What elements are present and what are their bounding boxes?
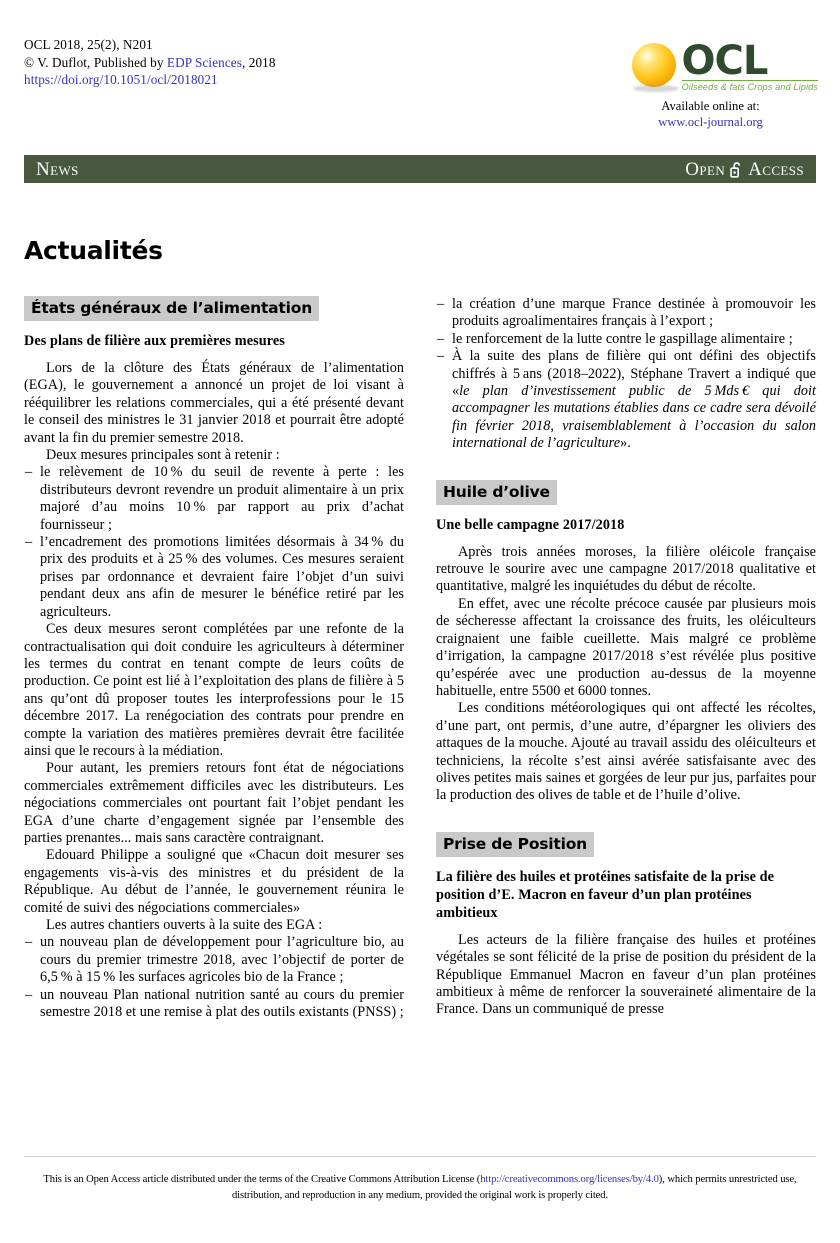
page-title: Actualités [24,236,163,265]
publisher-link[interactable]: EDP Sciences [166,54,242,70]
copyright-line [24,54,276,72]
section-heading-prise-de-position: Prise de Position [436,832,594,857]
available-online-label: Available online at: [661,99,760,113]
paragraph: En effet, avec une récolte précoce causée par plusieurs mois de sécheresse affectant la croissance des fruits, les oléiculteurs craignaient une faible cueillette. Mais malgré ce problème d’irrigation, la campagne 2017/2018 s’est révélée plus positive qu’espérée avec une production au-dessus de la moyenne habituelle, entre 5500 et 6000 tonnes. [436,595,816,699]
paragraph: Les conditions météorologiques qui ont affecté les récoltes, d’une part, ont permis, d’une autre, d’épargner les oliviers des attaques de la mouche. Ajouté au travail assidu des oléiculteurs et techniciens, la récolte s’est ainsi avérée satisfaisante avec des olives petites mais saines et gorgées de leur pur jus, parfaites pour la production des olives de table et de l’huile d’olive. [436,700,816,804]
subheading-filiere-huiles-proteines: La filière des huiles et protéines satisfaite de la prise de position d’E. Macron en faveur d’un plan protéines ambitieux [436,868,775,921]
list-item: – la création d’une marque France destinée à promouvoir les produits agroalimentaires français à l’export ; [436,296,816,331]
subheading-une-belle-campagne: Une belle campagne 2017/2018 [436,516,625,533]
paragraph: Deux mesures principales sont à retenir : [46,447,280,464]
paragraph: Edouard Philippe a souligné que «Chacun doit mesurer ses engagements vis-à-vis des ministres et du président de la République. Au début de l’année, le gouvernement réunira le comité de suivi des négociations commerciales» [24,847,404,916]
license-footer [24,1172,816,1204]
list-item: – le renforcement de la lutte contre le gaspillage alimentaire ; [436,331,816,348]
subheading-des-plans-de-filiere: Des plans de filière aux premières mesures [24,333,285,349]
news-banner [24,155,816,183]
article-columns [24,296,816,1021]
list-item-quote [436,348,816,452]
paragraph: Les autres chantiers ouverts à la suite des EGA : [46,917,323,933]
open-label: Open [685,158,726,180]
bullet-list-mesures [24,464,404,621]
open-lock-icon [730,161,743,178]
creative-commons-link[interactable]: http://creativecommons.org/licenses/by/4.0 [480,1174,659,1185]
quote-close: ». [620,435,631,452]
ocl-logo [603,34,818,92]
list-item: – le relèvement de 10 % du seuil de revente à perte : les distributeurs devront revendre un produit alimentaire à un prix majoré d’au moins 10 % par rapport au prix d’achat fournisseur ; [24,464,404,534]
bullet-list-chantiers [24,934,404,1021]
list-item: – un nouveau plan de développement pour l’agriculture bio, au cours du premier trimestre 2018, avec l’objectif de porter de 6,5 % à 15 % les surfaces agricoles bio de la France ; [24,934,404,986]
access-label: Access [748,158,804,180]
masthead-logo-block [603,34,818,130]
quote-italic-text: le plan d’investissement public de 5 Mds € qui doit accompagner les mutations établies dans ce cadre sera dévoilé fin février 2018, vraisemblablement à l’occasion du salon international de l’agriculture [452,383,816,452]
section-heading-etats-generaux: États généraux de l’alimentation [24,296,319,321]
ocl-tagline: Oilseeds & fats Crops and Lipids [681,82,818,92]
ocl-logo-text [681,38,819,92]
right-column [436,296,816,1021]
masthead-citation-block [24,36,276,89]
doi-line [24,71,276,89]
license-text-after: ), which permits unrestricted use, distribution, and reproduction in any medium, provided the original work is properly cited. [231,1174,797,1201]
paragraph: Lors de la clôture des États généraux de l’alimentation (EGA), le gouvernement a annoncé un projet de loi visant à rééquilibrer les relations commerciales, qui a été présenté devant le conseil des ministres le 31 janvier 2018 et pourrait être adopté avant la fin du premier semestre 2018. [24,360,404,446]
open-access-badge [685,160,804,179]
paragraph: Ces deux mesures seront complétées par une refonte de la contractualisation qui doit conduire les agriculteurs à déterminer les termes du contrat en tenant compte de leurs coûts de production. Ce point est lié à l’exploitation des plans de filière à 5 ans qu’ont dû proposer toutes les interprofessions pour le 15 décembre 2017. La renégociation des contrats pour prendre en compte la variation des matières premières devrait être facilitée ainsi que le recours à la médiation. [24,621,404,759]
bullet-list-chantiers-continued [436,296,816,453]
page-header [0,0,840,150]
paragraph: Pour autant, les premiers retours font état de négociations commerciales extrêmement difficiles avec les distributeurs. Les négociations commerciales ont pourtant fait l’objet pendant les EGA d’une charte d’engagement signée par l’ensemble des parties prenantes... mais sans caractère contraignant. [24,760,404,846]
ocl-wordmark: OCL [681,38,768,84]
paragraph: Après trois années moroses, la filière oléicole française retrouve le sourire avec une campagne 2017/2018 qualitative et quantitative, malgré les inquiétudes du début de récolte. [436,543,816,595]
doi-link[interactable]: https://doi.org/10.1051/ocl/2018021 [24,72,218,87]
available-online-block [603,99,818,130]
section-heading-huile-dolive: Huile d’olive [436,480,557,505]
left-column [24,296,404,1021]
paragraph: Les acteurs de la filière française des huiles et protéines végétales se sont félicité de la prise de position du président de la République Emmanuel Macron en faveur d’un plan protéines ambitieux à même de renforcer la souveraineté alimentaire de la France. Dans un communiqué de presse [436,931,816,1018]
journal-citation: OCL 2018, 25(2), N201 [24,37,153,52]
copyright-suffix: , 2018 [241,54,276,70]
license-text-before: This is an Open Access article distributed under the terms of the Creative Commons Attribution License ( [43,1174,481,1185]
journal-url-link[interactable]: www.ocl-journal.org [658,114,763,129]
quote-lead-in: À la suite des plans de filière qui ont défini des objectifs chiffrés à 5 ans (2018–2022), Stéphane Travert a indiqué que « [452,348,816,400]
footer-divider [24,1156,816,1157]
oil-drop-sphere-icon [632,43,676,87]
copyright-prefix: © V. Duflot, Published by [24,54,167,70]
list-item: – l’encadrement des promotions limitées désormais à 34 % du prix des produits et à 25 % des volumes. Ces mesures seraient prises par ordonnance et devraient faire l’objet d’un suivi pendant deux ans afin de mesurer le bénéfice retiré par les agriculteurs. [24,534,404,621]
banner-section-label: News [36,158,79,180]
list-item: – un nouveau Plan national nutrition santé au cours du premier semestre 2018 et une remise à plat des outils existants (PNSS) ; [24,987,404,1022]
